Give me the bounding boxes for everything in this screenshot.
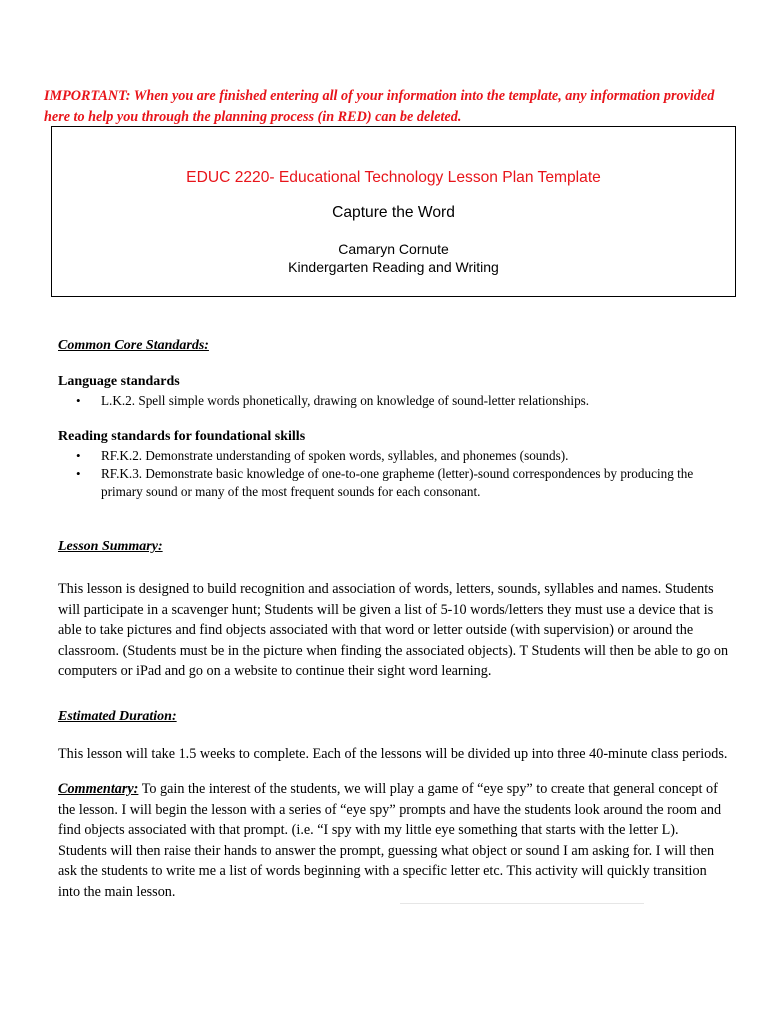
faint-divider [400,903,644,904]
list-item [76,447,716,465]
bullet-icon: • [76,466,81,481]
title-box [51,126,736,297]
duration-text: This lesson will take 1.5 weeks to complete. Each of the lessons will be divided up into three 40-minute class periods. [58,746,728,762]
reading-standards-list [76,447,716,501]
lesson-title: Capture the Word [332,204,455,221]
summary-text: This lesson is designed to build recognition and association of words, letters, sounds, syllables and names. Students will participate in a scavenger hunt; Students will be given a list of 5-10 words/letters they must use a device that is able to take pictures and find objects associated with that word or letter outside (with supervision) or around the classroom. (Students must be in the picture when finding the associated objects). T Students will then be able to go on computers or iPad and go on a website to continue their sight word learning. [58,581,729,680]
subject-line: Kindergarten Reading and Writing [288,259,499,275]
language-standards-list [76,392,716,410]
standard-text: RF.K.2. Demonstrate understanding of spoken words, syllables, and phonemes (sounds). [101,448,569,463]
list-item [76,465,716,501]
standard-text: RF.K.3. Demonstrate basic knowledge of one-to-one grapheme (letter)-sound correspondences by producing the primary sound or many of the most frequent sounds for each consonant. [101,466,694,499]
document-title: EDUC 2220- Educational Technology Lesson Plan Template [186,169,601,186]
commentary-text: To gain the interest of the students, we will play a game of “eye spy” to create that general concept of the lesson. I will begin the lesson with a series of “eye spy” prompts and have the students look around the room and find objects associated with that prompt. (i.e. “I spy with my little eye something that starts with the letter L). Students will then raise their hands to answer the prompt, guessing what object or sound I am asking for. I will then ask the students to write me a list of words beginning with a specific letter etc. This activity will quickly transition into the main lesson. [58,781,722,900]
important-note: IMPORTANT: When you are finished entering all of your information into the template, any information provided here to help you through the planning process (in RED) can be deleted. [44,88,715,125]
duration-heading: Estimated Duration: [58,709,177,724]
reading-standards-heading: Reading standards for foundational skills [58,429,306,444]
summary-heading: Lesson Summary: [58,539,163,554]
standard-text: L.K.2. Spell simple words phonetically, drawing on knowledge of sound-letter relationships. [101,393,590,408]
commentary-paragraph [58,779,730,903]
commentary-label: Commentary: [58,781,139,797]
bullet-icon: • [76,448,81,463]
author-name: Camaryn Cornute [338,241,449,257]
standards-heading: Common Core Standards: [58,338,209,353]
bullet-icon: • [76,393,81,408]
list-item [76,392,716,410]
language-standards-heading: Language standards [58,374,180,389]
